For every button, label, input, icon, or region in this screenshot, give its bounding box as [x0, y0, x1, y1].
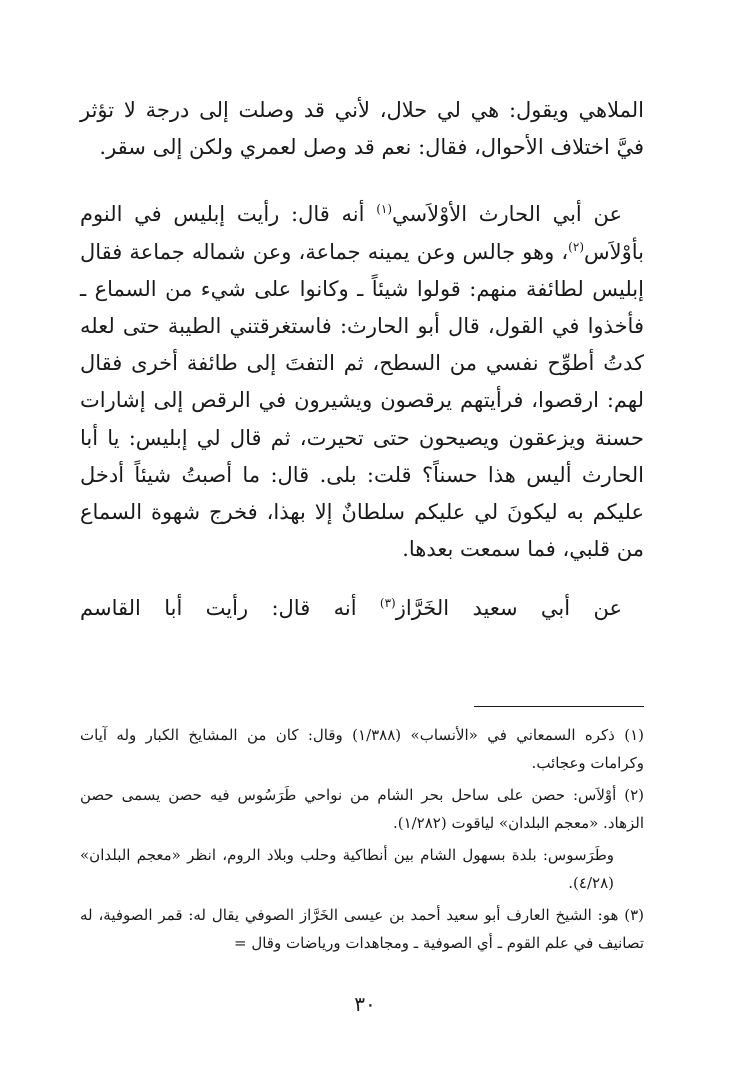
paragraph-3-text-a: عن أبي سعيد الخَرَّاز — [395, 596, 622, 621]
paragraph-2 — [80, 196, 644, 568]
paragraph-1-text: الملاهي ويقول: هي لي حلال، لأني قد وصلت إلى درجة لا تؤثر فيَّ اختلاف الأحوال، فقال: نعم قد وصل لعمري ولكن إلى سقر. — [80, 98, 644, 160]
footnote-3: (٣) هو: الشيخ العارف أبو سعيد أحمد بن عيسى الخَرَّاز الصوفي يقال له: قمر الصوفية، له تصانيف في علم القوم ـ أي الصوفية ـ ومجاهدات ورياضات وقال = — [80, 906, 644, 952]
footnote-separator — [474, 706, 644, 707]
footnote-2-continuation: وطَرَسوس: بلدة بسهول الشام بين أنطاكية وحلب وبلاد الروم، انظر «معجم البلدان» (٤/٢٨). — [80, 846, 614, 892]
page-number: ٣٠ — [354, 992, 376, 1016]
paragraph-2-text-a: عن أبي الحارث الأوْلاَسي — [392, 202, 623, 227]
footnote-1: (١) ذكره السمعاني في «الأنساب» (١/٣٨٨) وقال: كان من المشايخ الكبار وله آيات وكرامات وعجائب. — [80, 726, 644, 772]
footnote-2: (٢) أوْلاَس: حصن على ساحل بحر الشام من نواحي طَرَسُوس فيه حصن يسمى حصن الزهاد. «معجم البلدان» لياقوت (١/٢٨٢). — [80, 786, 644, 832]
footnote-ref-1[interactable]: (١) — [376, 202, 393, 217]
paragraph-3 — [80, 590, 644, 627]
paragraph-3-text-b: أنه قال: رأيت أبا القاسم — [80, 596, 380, 621]
paragraph-2-text-c: ، وهو جالس وعن يمينه جماعة، وعن شماله جماعة فقال إبليس لطائفة منهم: قولوا شيئاً ـ وكانوا على شيء من السماع ـ فأخذوا في القول، قال أبو الحارث: فاستغرقتني الطيبة حتى لعله كدتُ أطوِّح نفسي من السطح، ثم التفتَ إلى طائفة أخرى فقال لهم: ارقصوا، فرأيتهم يرقصون ويشيرون في الرقص إلى إشارات حسنة ويزعقون ويصيحون حتى تحيرت، ثم قال لي إبليس: يا أبا الحارث أليس هذا حسناً؟ قلت: بلى. قال: ما أصبتُ شيئاً أدخل عليكم به ليكونَ لي عليكم سلطانٌ إلا بهذا، فخرج شهوة السماع من قلبي، فما سمعت بعدها. — [80, 239, 644, 562]
footnote-ref-3[interactable]: (٣) — [379, 596, 396, 611]
footnotes — [80, 721, 644, 961]
main-text — [80, 92, 644, 628]
paragraph-2-text-b: أنه قال: رأيت إبليس في النوم بأوْلاَس — [80, 202, 644, 264]
paragraph-1 — [80, 92, 644, 166]
footnote-ref-2[interactable]: (٢) — [568, 239, 584, 254]
